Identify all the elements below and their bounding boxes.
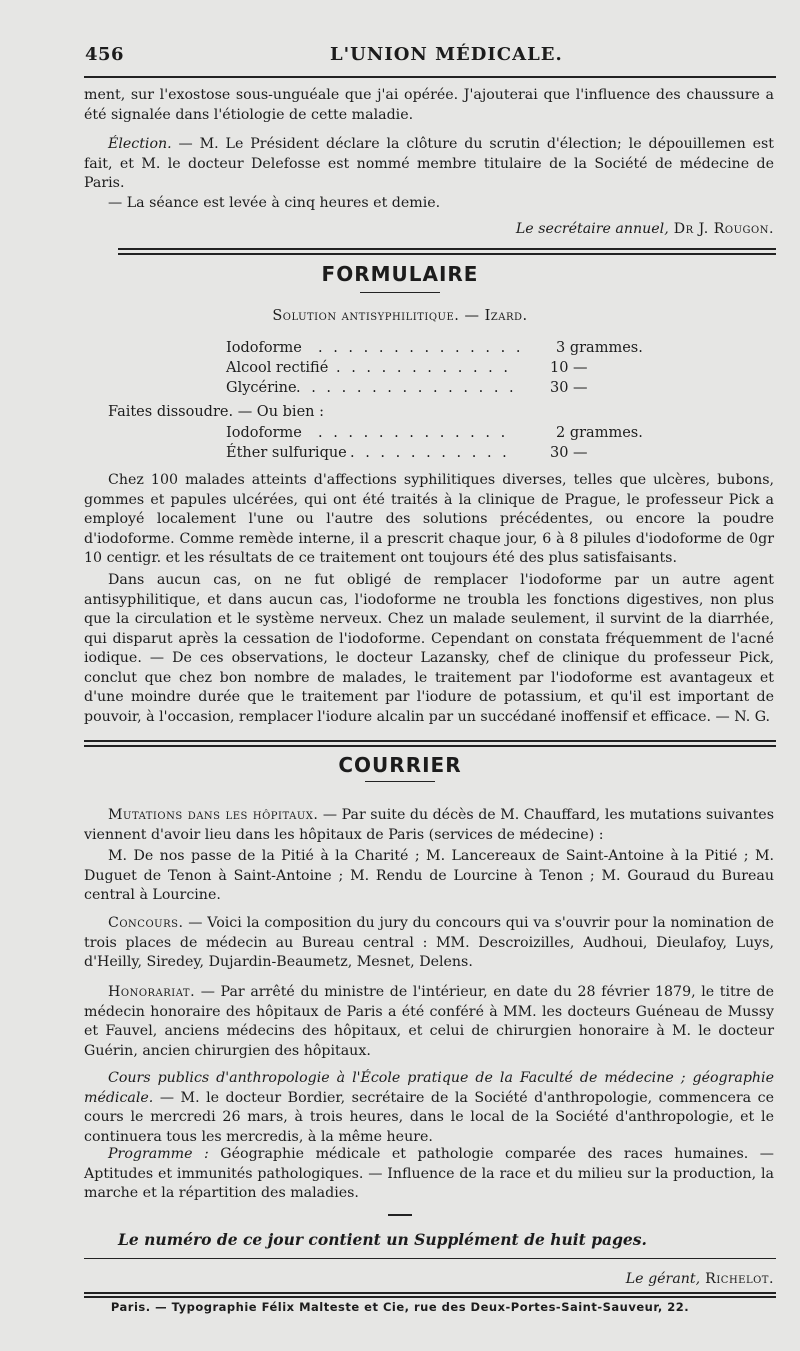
supplement-notice: Le numéro de ce jour contient un Supplément de huit pages.: [118, 1230, 647, 1249]
footer-rule: [84, 1258, 776, 1259]
recipe1-line2-qty: 10 —: [550, 360, 588, 376]
election-label: Élection.: [108, 136, 172, 152]
signature: [84, 220, 774, 240]
mutations-label: Mutations dans les hôpitaux.: [108, 807, 319, 823]
programme-paragraph: [84, 1145, 774, 1204]
recipe1-line1-qty: 3 grammes.: [556, 340, 643, 356]
running-head: L'UNION MÉDICALE.: [330, 44, 563, 65]
recipe1-line2-name: Alcool rectifié: [226, 360, 329, 376]
page-number: 456: [85, 44, 125, 65]
gerant-line: [84, 1270, 774, 1290]
cours-label: Cours publics d'anthropologie à l'École pratique de la Faculté de médecine ; géographie médicale.: [84, 1070, 774, 1106]
gerant-name: Richelot.: [700, 1271, 774, 1287]
mutations-text: — Par suite du décès de M. Chauffard, les mutations suivantes viennent d'avoir lieu dans les hôpitaux de Paris (services de médecine) :: [84, 807, 774, 843]
recipe1-line2-dots: . . . . . . . . . . . .: [336, 360, 512, 376]
recipe1-line3-name: Glycérine: [226, 380, 297, 396]
recipe1-line3-qty: 30 —: [550, 380, 588, 396]
title-underline: [360, 292, 440, 293]
mutations-paragraph: [84, 806, 774, 845]
formulaire-paragraph-2: Dans aucun cas, on ne fut obligé de remplacer l'iodoforme par un autre agent antisyphilitique, et dans aucun cas, l'iodoforme ne troubla les fonctions digestives, non plus que la circulation et le système nerveux. Chez un malade seulement, il survint de la diarrhée, qui disparut après la cessation de l'iodoforme. Cependant on constata fréquemment de l'acné iodique. — De ces observations, le docteur Lazansky, chef de clinique du professeur Pick, conclut que chez bon nombre de malades, le traitement par l'iodoforme est avantageux et d'une moindre durée que le traitement par l'iodure de potassium, et qu'il est important de pouvoir, à l'occasion, remplacer l'iodure alcalin par un succédané inoffensif et efficace. — N. G.: [84, 572, 774, 725]
concours-text: — Voici la composition du jury du concours qui va s'ouvrir pour la nomination de trois places de médecin au Bureau central : MM. Descroizilles, Audhoui, Dieulafoy, Luys, d'Heilly, Siredey, Dujardin-Beaumetz, Mesnet, Delens.: [84, 915, 774, 970]
election-text: — M. Le Président déclare la clôture du scrutin d'élection; le dépouillemen est fait, et M. le docteur Delefosse est nommé membre titulaire de la Société de médecine de Paris.: [84, 136, 774, 191]
recipe2-line2-name: Éther sulfurique: [226, 445, 347, 461]
concours-paragraph: [84, 914, 774, 973]
election-paragraph: [84, 135, 774, 194]
recipe2-line1-qty: 2 grammes.: [556, 425, 643, 441]
title-underline-2: [365, 781, 435, 782]
formulaire-paragraph-1: Chez 100 malades atteints d'affections syphilitiques diverses, telles que ulcères, bubons, gommes et papules ulcérées, qui ont été traités à la clinique de Prague, le professeur Pick a employé localement l'une ou l'autre des solutions précédentes, ou encore la poudre d'iodoforme. Comme remède interne, il a prescrit chaque jour, 6 à 8 pilules d'iodoforme de 0gr 10 centigr. et les résultats de ce traitement ont toujours été des plus satisfaisants.: [84, 472, 774, 566]
cours-text: — M. le docteur Bordier, secrétaire de la Société d'anthropologie, commencera ce cours le mercredi 26 mars, à trois heures, dans le local de la Société d'anthropologie, et le continuera tous les mercredis, à la même heure.: [84, 1089, 774, 1145]
signature-role: Le secrétaire annuel,: [515, 221, 669, 237]
recipe2-line1-dots: . . . . . . . . . . . . .: [318, 425, 509, 441]
imprint-rule: [84, 1292, 776, 1298]
signature-name: Dr J. Rougon.: [668, 221, 774, 237]
gerant-role: Le gérant,: [625, 1271, 701, 1287]
programme-label: Programme :: [108, 1146, 209, 1162]
concours-label: Concours.: [108, 915, 184, 931]
dissolve-line: Faites dissoudre. — Ou bien :: [108, 404, 324, 420]
section-divider: [118, 248, 776, 255]
short-dash: [388, 1214, 412, 1216]
formulaire-subtitle: Solution antisyphilitique. — Izard.: [272, 308, 528, 324]
opening-paragraph: ment, sur l'exostose sous-unguéale que j'ai opérée. J'ajouterai que l'influence des chaussure a été signalée dans l'étiologie de cette maladie.: [84, 87, 774, 123]
closing-line: — La séance est levée à cinq heures et demie.: [108, 195, 441, 211]
recipe2-line2-dots: . . . . . . . . . . .: [350, 445, 510, 461]
honorariat-text: — Par arrêté du ministre de l'intérieur, en date du 28 février 1879, le titre de médecin honoraire des hôpitaux de Paris a été conféré à MM. les docteurs Guéneau de Mussy et Fauvel, anciens médecins des hôpitaux, et celui de chirurgien honoraire à M. le docteur Guérin, ancien chirurgien des hôpitaux.: [84, 984, 774, 1059]
recipe1-line1-dots: . . . . . . . . . . . . . .: [318, 340, 524, 356]
recipe1-line1-name: Iodoforme: [226, 340, 302, 356]
section-divider-2: [84, 740, 776, 747]
courrier-title: COURRIER: [338, 753, 462, 777]
recipe2-line1-name: Iodoforme: [226, 425, 302, 441]
formulaire-title: FORMULAIRE: [321, 262, 479, 286]
imprint: Paris. — Typographie Félix Malteste et Cie, rue des Deux-Portes-Saint-Sauveur, 22.: [110, 1300, 690, 1314]
recipe1-line3-dots: . . . . . . . . . . . . . . .: [296, 380, 517, 396]
recipe2-line2-qty: 30 —: [550, 445, 588, 461]
honorariat-label: Honorariat.: [108, 984, 196, 1000]
cours-paragraph: [84, 1069, 774, 1147]
header-rule: [84, 76, 776, 78]
mutations-list: M. De nos passe de la Pitié à la Charité ; M. Lancereaux de Saint-Antoine à la Pitié ; M. Duguet de Tenon à Saint-Antoine ; M. Rendu de Lourcine à Tenon ; M. Gouraud du Bureau central à Lourcine.: [84, 848, 774, 903]
programme-text: Géographie médicale et pathologie comparée des races humaines. — Aptitudes et immunités pathologiques. — Influence de la race et du milieu sur la production, la marche et la répartition des maladies.: [84, 1146, 774, 1201]
honorariat-paragraph: [84, 983, 774, 1061]
